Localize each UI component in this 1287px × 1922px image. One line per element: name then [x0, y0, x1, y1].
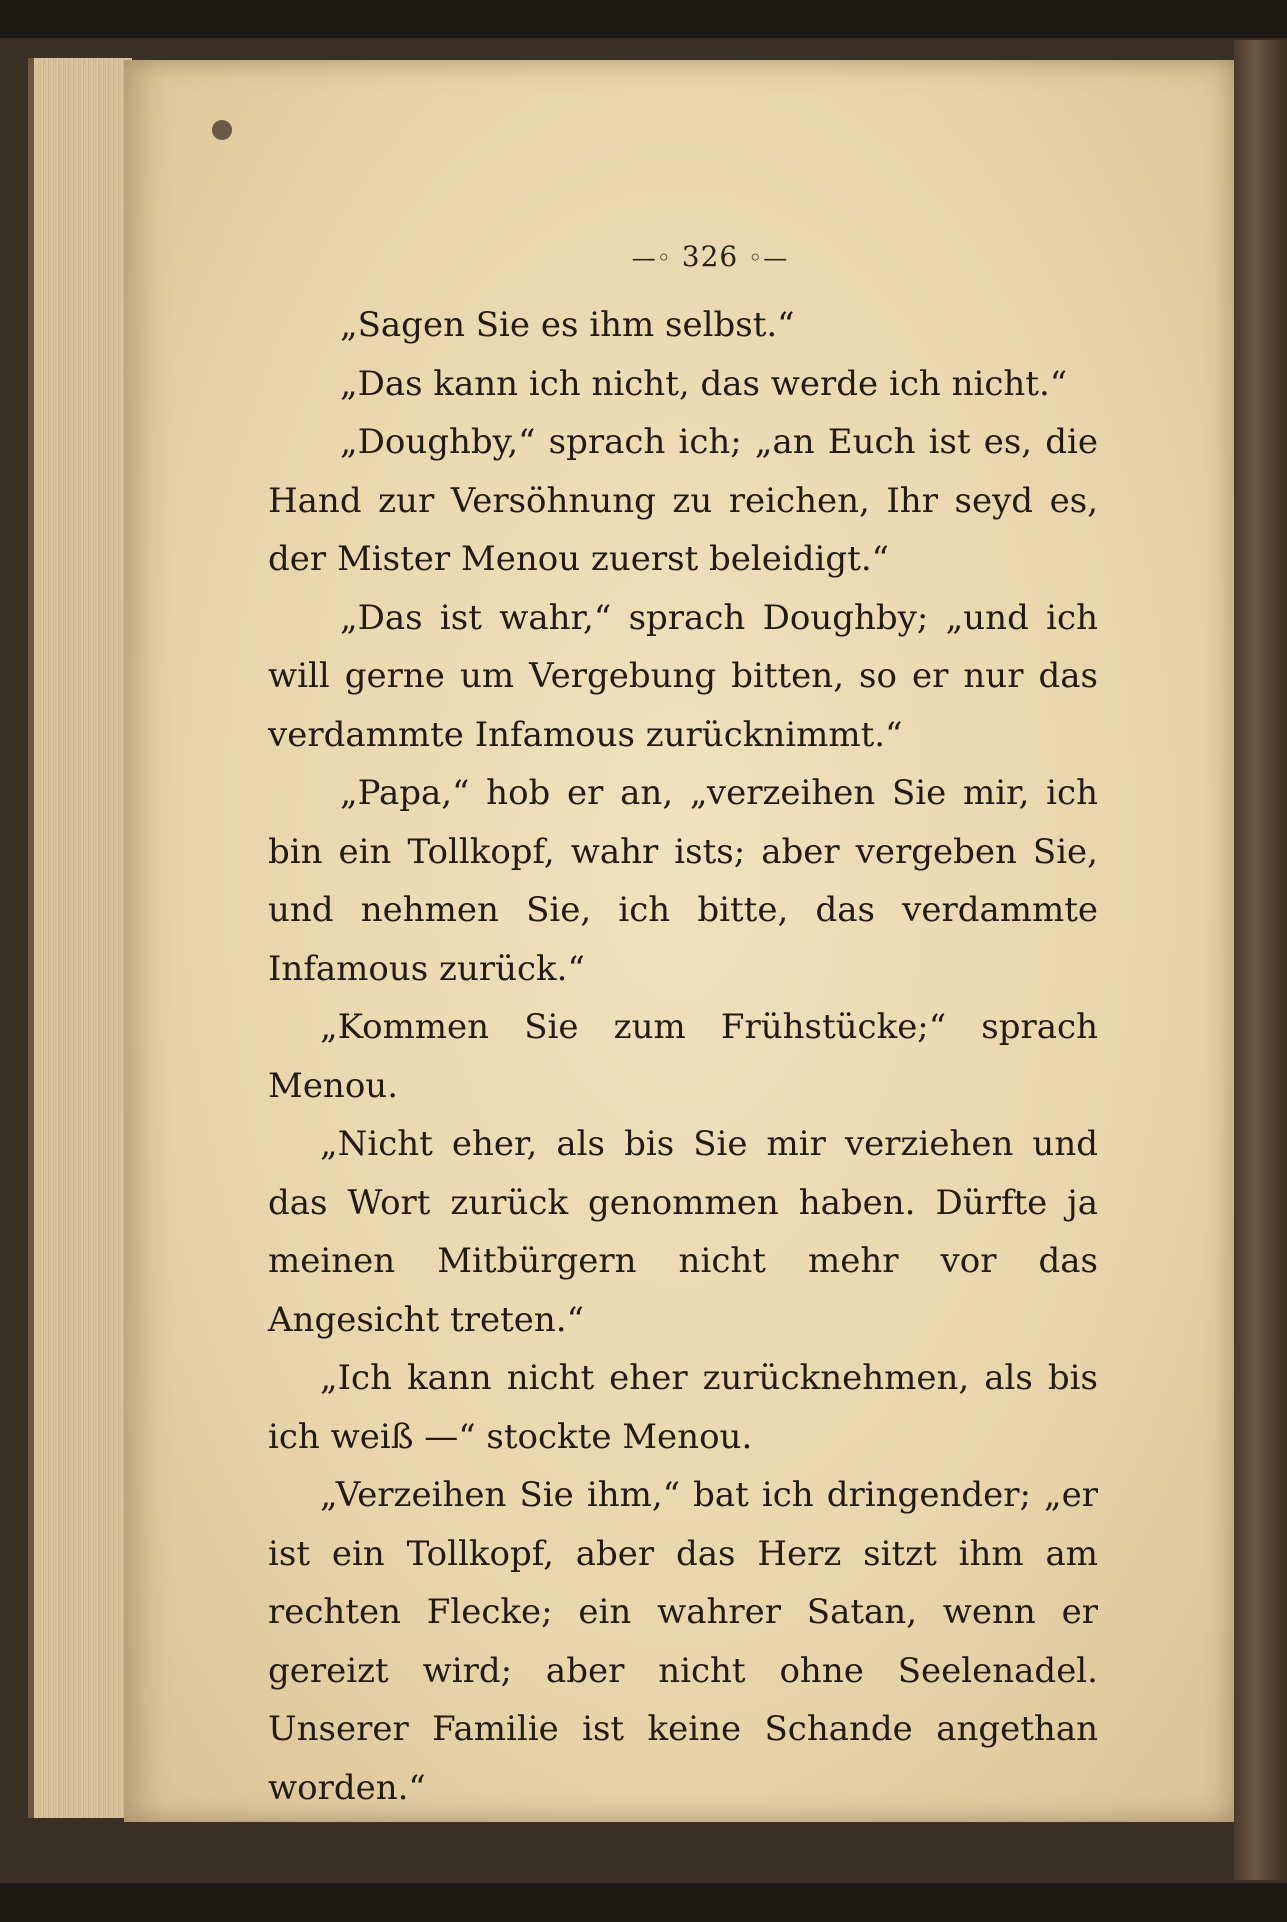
page-edges	[28, 58, 132, 1818]
ornament-left: —◦	[631, 244, 672, 272]
paragraph: „Kommen Sie zum Frühstücke;“ sprach Menou.	[268, 1007, 1098, 1106]
paragraph: „Das ist wahr,“ sprach Doughby; „und ich will gerne um Vergebung bitten, so er nur das verdammte Infamous zurücknimmt.“	[268, 597, 1098, 755]
ink-spot	[212, 120, 232, 140]
ornament-right: ◦—	[748, 244, 789, 272]
paragraph: „Das kann ich nicht, das werde ich nicht.“	[340, 363, 1068, 404]
body-text	[268, 296, 1098, 1817]
paragraph: „Ich kann nicht eher zurücknehmen, als bis ich weiß —“ stockte Menou.	[268, 1358, 1098, 1457]
paragraph: „Nicht eher, als bis Sie mir verziehen und das Wort zurück genommen haben. Dürfte ja meinen Mitbürgern nicht mehr vor das Angesicht treten.“	[268, 1124, 1098, 1340]
facing-page-edge	[1234, 40, 1287, 1880]
paragraph: „Sagen Sie es ihm selbst.“	[340, 305, 795, 345]
paragraph: „Doughby,“ sprach ich; „an Euch ist es, die Hand zur Versöhnung zu reichen, Ihr seyd es, der Mister Menou zuerst beleidigt.“	[268, 422, 1098, 579]
paragraph: „Papa,“ hob er an, „verzeihen Sie mir, ich bin ein Tollkopf, wahr ists; aber vergeben Sie, und nehmen Sie, ich bitte, das verdammte Infamous zurück.“	[268, 773, 1098, 989]
page-number-header	[610, 240, 810, 273]
page-number: 326	[681, 240, 739, 273]
paragraph: „Verzeihen Sie ihm,“ bat ich dringender; „er ist ein Tollkopf, aber das Herz sitzt ihm am rechten Flecke; ein wahrer Satan, wenn er gereizt wird; aber nicht ohne Seelenadel. Unserer Familie ist keine Schande angethan worden.“	[268, 1475, 1098, 1808]
